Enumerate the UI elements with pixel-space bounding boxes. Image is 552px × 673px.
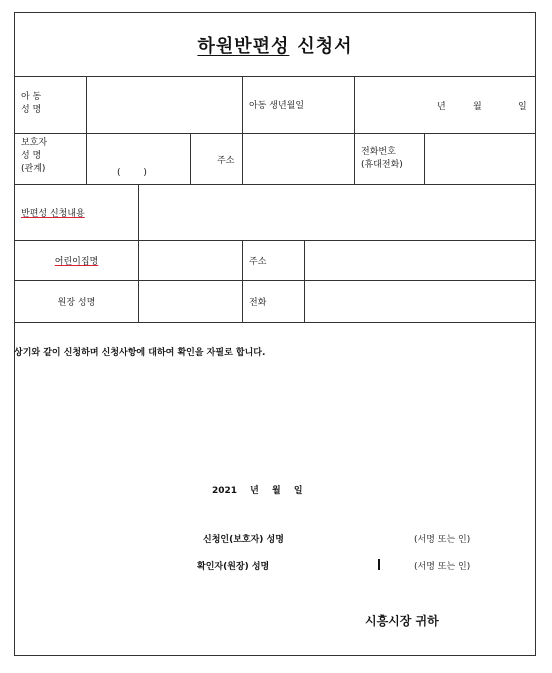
guardian-label-line1: 보호자 bbox=[21, 138, 48, 148]
phone-label bbox=[355, 134, 425, 185]
daycare-field[interactable] bbox=[139, 241, 243, 281]
phone-label-line1: 전화번호 bbox=[361, 147, 396, 157]
date-line: 2021 년 월 일 bbox=[212, 486, 303, 496]
director-phone-label-text: 전화 bbox=[249, 298, 267, 308]
daycare-address-field[interactable] bbox=[305, 241, 535, 281]
child-name-label-line1: 아 동 bbox=[21, 92, 42, 102]
form-title-part2: 신청서 bbox=[297, 35, 353, 57]
director-label bbox=[15, 281, 139, 323]
birth-month-unit: 월 bbox=[473, 102, 482, 112]
daycare-address-label bbox=[243, 241, 305, 281]
daycare-address-label-text: 주소 bbox=[249, 257, 267, 267]
child-birth-label-text: 아동 생년월일 bbox=[249, 101, 305, 111]
birth-year-unit: 년 bbox=[437, 102, 446, 112]
applicant-sign-hint: (서명 또는 인) bbox=[414, 535, 471, 545]
child-birth-label bbox=[243, 76, 355, 134]
applicant-label: 신청인(보호자) 성명 bbox=[203, 535, 284, 545]
daycare-label bbox=[15, 241, 139, 281]
guardian-address-label-text: 주소 bbox=[217, 155, 235, 166]
guardian-label bbox=[15, 134, 87, 185]
form-title bbox=[15, 13, 535, 77]
daycare-label-text: 어린이집명 bbox=[54, 257, 99, 267]
guardian-label-line3: (관계) bbox=[21, 164, 46, 174]
request-label bbox=[15, 185, 139, 241]
child-name-label bbox=[15, 76, 87, 134]
phone-field[interactable] bbox=[425, 134, 535, 185]
confirmer-sign-hint: (서명 또는 인) bbox=[414, 562, 471, 572]
declaration-text: 상기와 같이 신청하며 신청사항에 대하여 확인을 자필로 합니다. bbox=[14, 348, 266, 358]
child-name-label-line2: 성 명 bbox=[21, 105, 42, 115]
guardian-address-label bbox=[191, 134, 243, 185]
request-label-text: 반편성 신청내용 bbox=[21, 209, 85, 219]
form-title-part1: 하원반편성 bbox=[197, 35, 290, 57]
director-field[interactable] bbox=[139, 281, 243, 323]
text-cursor bbox=[378, 559, 380, 570]
guardian-address-field[interactable] bbox=[243, 134, 355, 185]
director-phone-label bbox=[243, 281, 305, 323]
director-phone-field[interactable] bbox=[305, 281, 535, 323]
guardian-name-field[interactable] bbox=[87, 134, 191, 185]
child-birth-field[interactable] bbox=[355, 76, 535, 134]
request-field[interactable] bbox=[139, 185, 535, 241]
guardian-label-line2: 성 명 bbox=[21, 151, 42, 161]
addressee: 시흥시장 귀하 bbox=[365, 614, 439, 628]
phone-label-line2: (휴대전화) bbox=[361, 160, 403, 170]
director-label-text: 원장 성명 bbox=[57, 298, 96, 308]
relation-paren: ( ) bbox=[117, 168, 147, 178]
child-name-field[interactable] bbox=[87, 76, 243, 134]
confirmer-label: 확인자(원장) 성명 bbox=[197, 562, 270, 572]
birth-day-unit: 일 bbox=[518, 102, 527, 112]
